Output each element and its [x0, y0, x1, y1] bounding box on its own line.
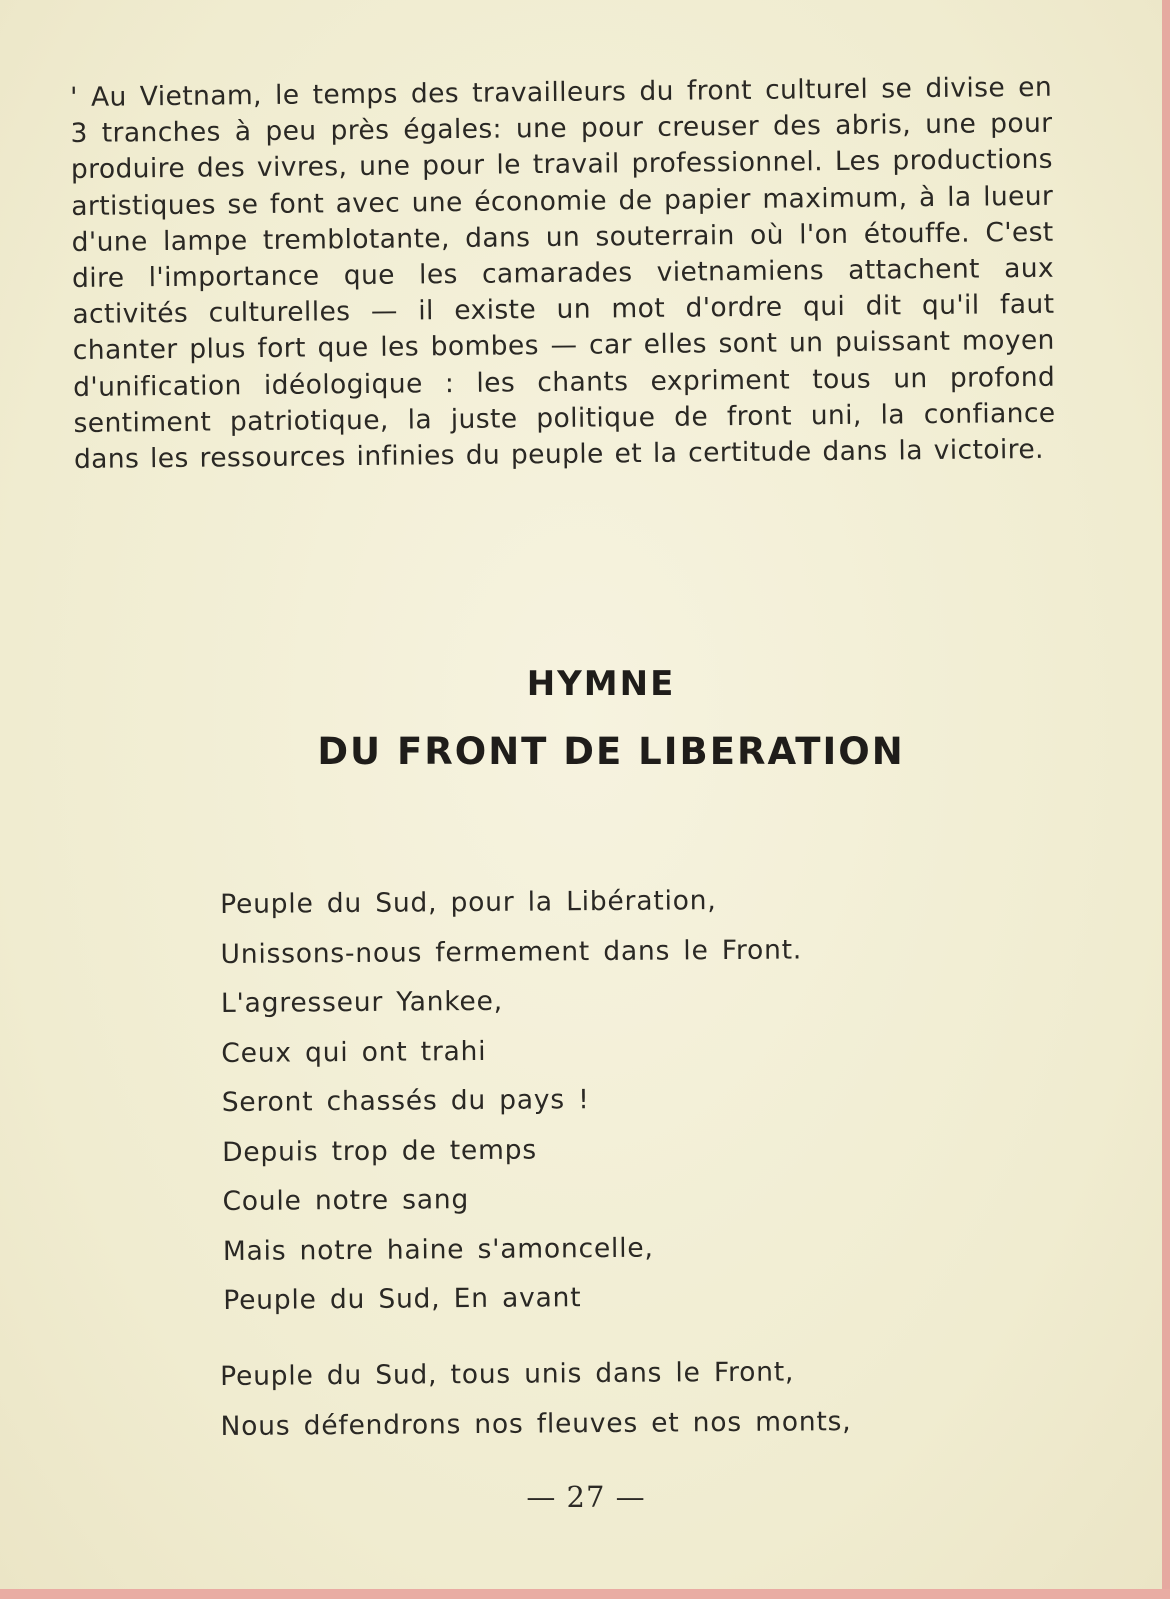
verse-line: Coule notre sang	[222, 1184, 470, 1217]
verse-line: Ceux qui ont trahi	[221, 1035, 487, 1069]
verse-line: Mais notre haine s'amoncelle,	[222, 1232, 654, 1267]
verse-line: Nous défendrons nos fleuves et nos monts,	[220, 1405, 852, 1442]
verse-line: L'agresseur Yankee,	[220, 985, 504, 1019]
verse-line: Peuple du Sud, En avant	[223, 1282, 582, 1316]
verse-line: Unissons-nous fermement dans le Front.	[220, 933, 803, 970]
verse-line: Depuis trop de temps	[222, 1134, 538, 1168]
hymn-title-line-1: HYMNE	[526, 664, 676, 704]
page-edge-bottom	[0, 1589, 1170, 1599]
page-number: — 27 —	[526, 1480, 646, 1514]
stanza-2	[220, 1347, 852, 1451]
hymn-title-line-2: DU FRONT DE LIBERATION	[317, 730, 905, 773]
stanza-1	[220, 875, 805, 1325]
verse-line: Peuple du Sud, pour la Libération,	[220, 885, 717, 920]
page-edge-right	[1162, 0, 1170, 1599]
intro-paragraph: ' Au Vietnam, le temps des travailleurs du front culturel se divise en 3 tranches à peu près égales: une pour creuser des abris, une pour produire des vivres, une pour le travail professionnel. Les productions artistiques se font avec une économie de papier maximum, à la lueur d'une lampe tremblotante, dans un souterrain où l'on étouffe. C'est dire l'importance que les camarades vietnamiens attachent aux activités culturelles — il existe un mot d'ordre qui dit qu'il faut chanter plus fort que les bombes — car elles sont un puissant moyen d'unification idéologique : les chants expriment tous un profond sentiment patriotique, la juste politique de front uni, la confiance dans les ressources infinies du peuple et la certitude dans la victoire.	[70, 71, 1056, 476]
verse-line: Peuple du Sud, tous unis dans le Front,	[220, 1356, 795, 1392]
verse-line: Seront chassés du pays !	[221, 1084, 590, 1118]
